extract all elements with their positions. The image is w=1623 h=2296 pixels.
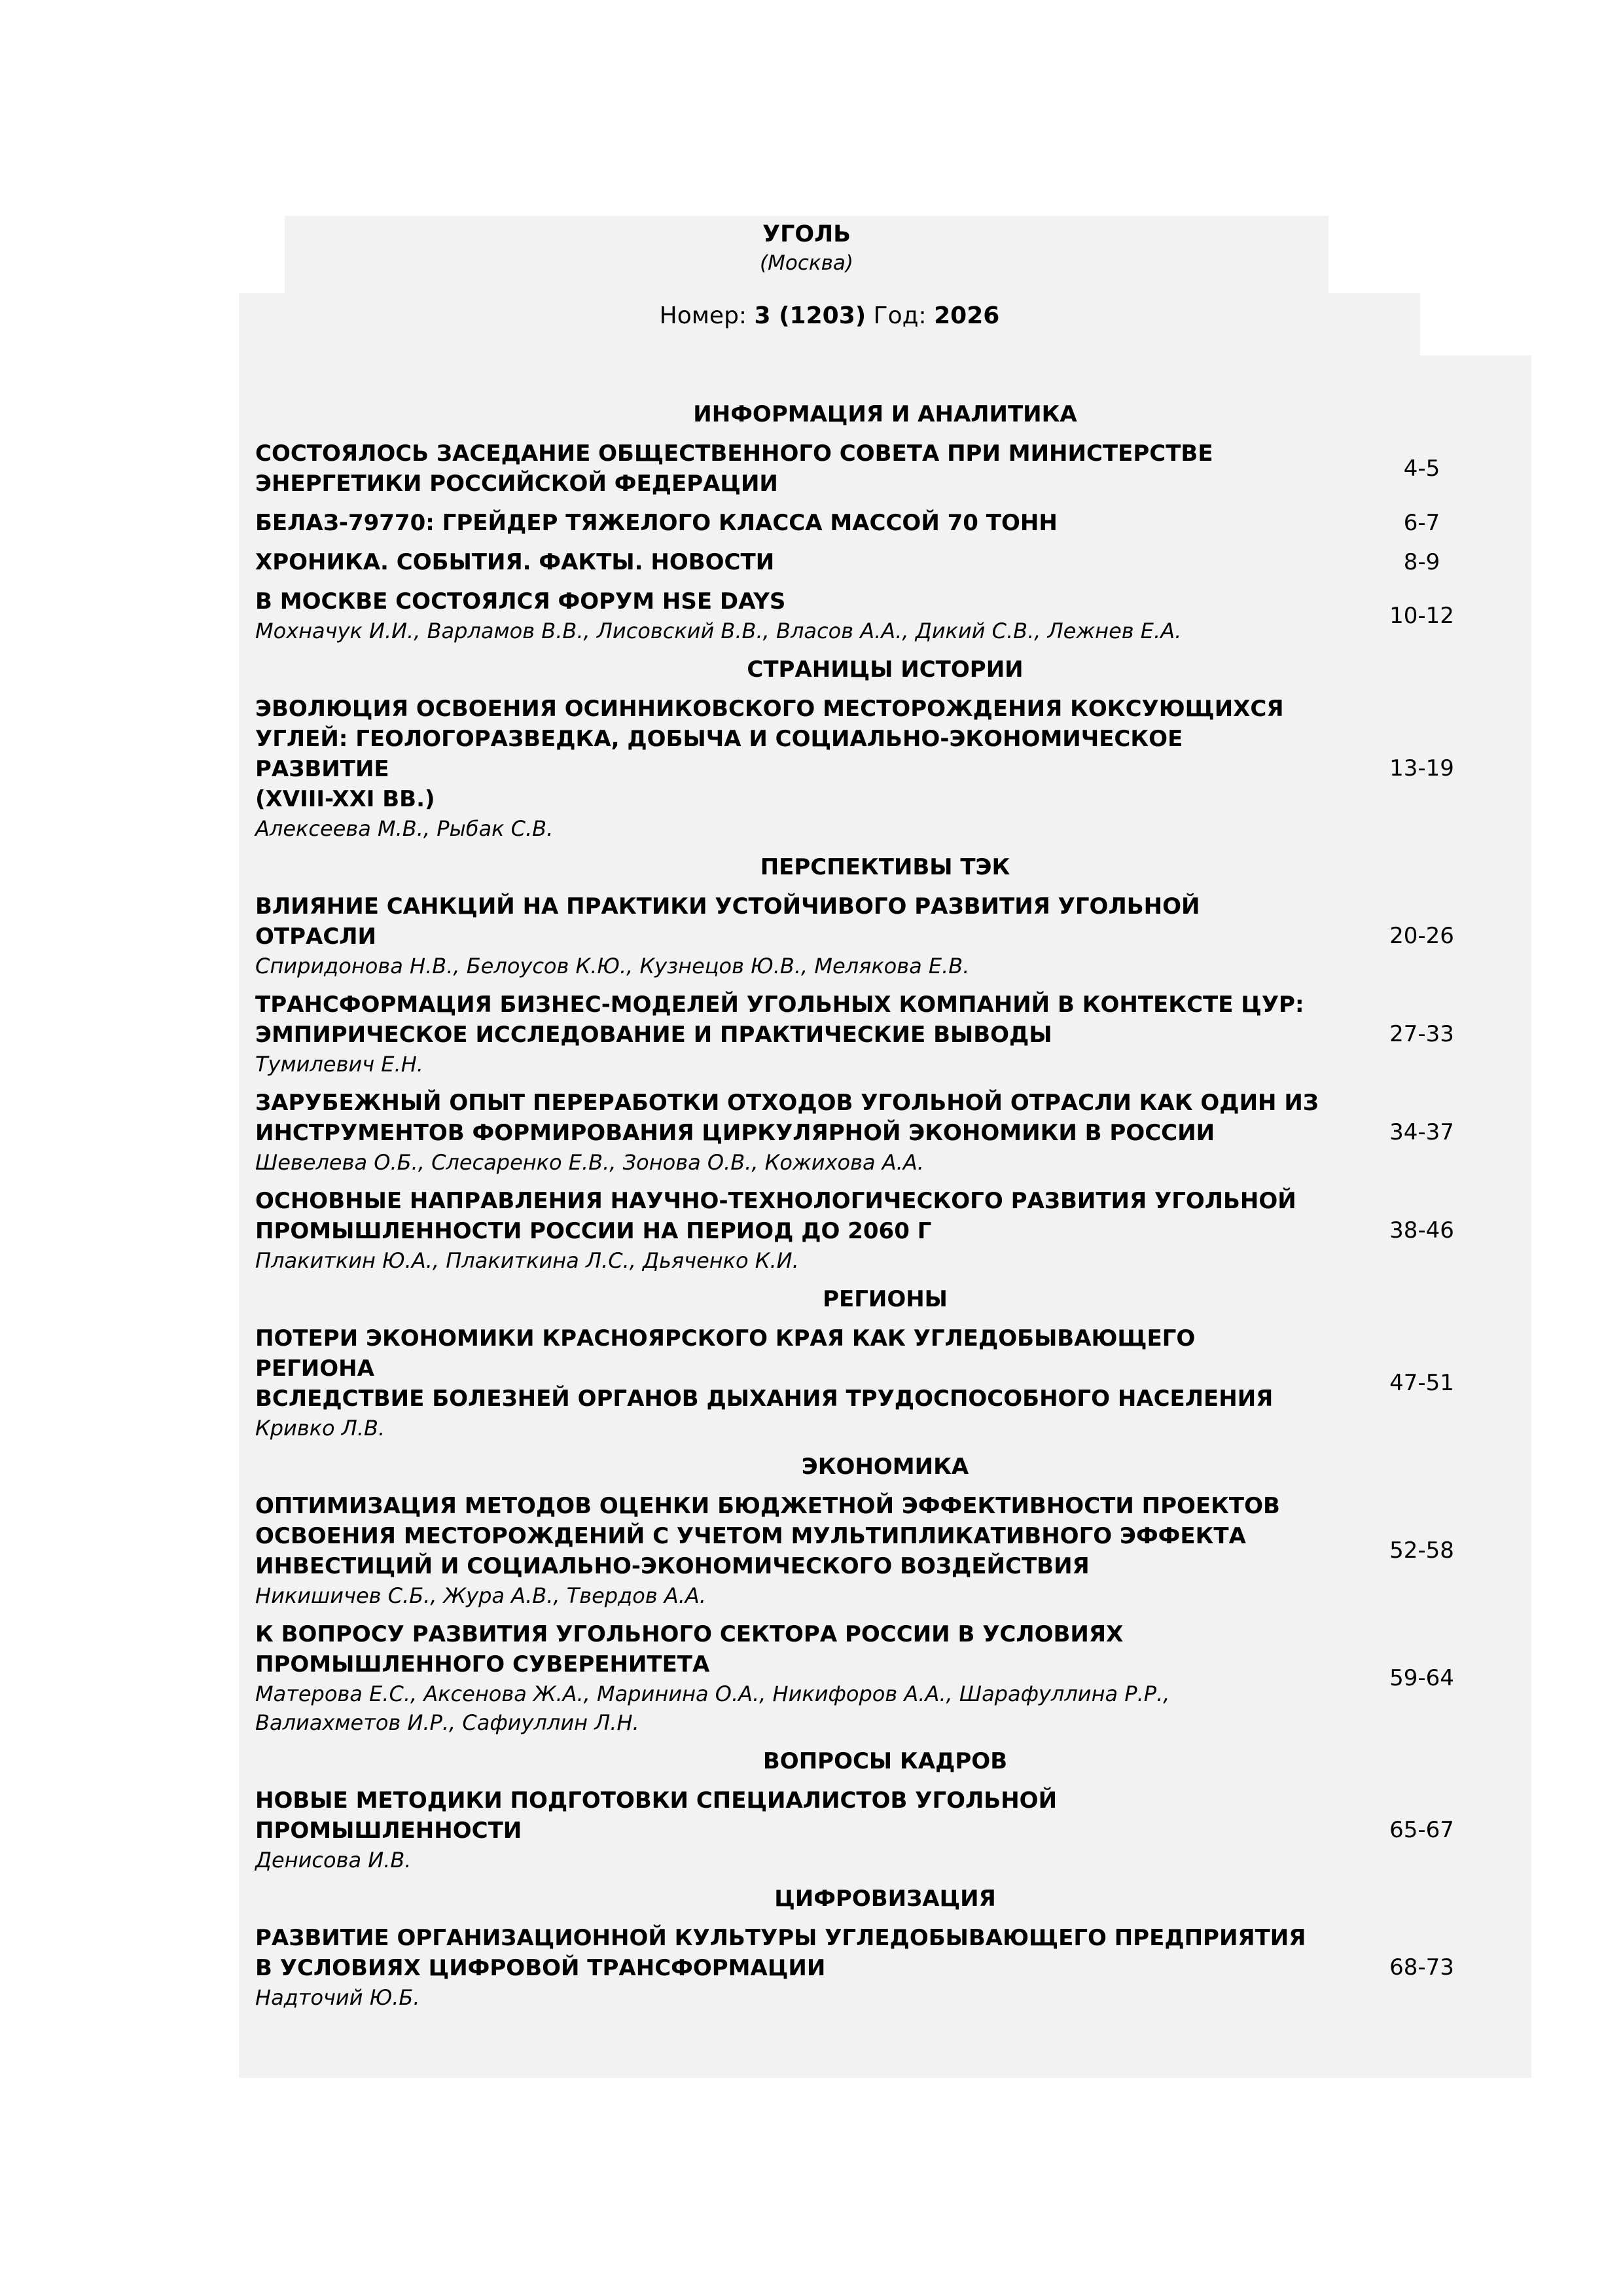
section-heading: ИНФОРМАЦИЯ И АНАЛИТИКА — [693, 401, 1077, 427]
section-heading: СТРАНИЦЫ ИСТОРИИ — [747, 656, 1024, 683]
article-pages: 27-33 — [1389, 1021, 1454, 1047]
article-authors: Надточий Ю.Б. — [255, 1985, 420, 2010]
article-pages: 8-9 — [1403, 549, 1440, 575]
article-authors: Алексеева М.В., Рыбак С.В. — [255, 816, 554, 841]
article-title[interactable]: ПОТЕРИ ЭКОНОМИКИ КРАСНОЯРСКОГО КРАЯ КАК УГЛЕДОБЫВАЮЩЕГО РЕГИОНА ВСЛЕДСТВИЕ БОЛЕЗНЕЙ ОРГАНОВ ДЫХАНИЯ ТРУДОСПОСОБНОГО НАСЕЛЕНИЯ — [255, 1325, 1274, 1412]
article-info — [255, 1323, 1322, 1443]
article-pages: 65-67 — [1389, 1817, 1454, 1843]
article-entry[interactable] — [255, 439, 1515, 499]
article-authors: Денисова И.В. — [255, 1848, 412, 1873]
journal-title: УГОЛЬ — [762, 221, 851, 247]
article-title[interactable]: К ВОПРОСУ РАЗВИТИЯ УГОЛЬНОГО СЕКТОРА РОССИИ В УСЛОВИЯХ ПРОМЫШЛЕННОГО СУВЕРЕНИТЕТА — [255, 1621, 1124, 1677]
article-authors: Кривко Л.В. — [255, 1416, 385, 1441]
article-info — [255, 1491, 1322, 1610]
article-title[interactable]: ХРОНИКА. СОБЫТИЯ. ФАКТЫ. НОВОСТИ — [255, 549, 775, 575]
article-entry[interactable] — [255, 891, 1515, 980]
article-title[interactable]: БЕЛАЗ-79770: ГРЕЙДЕР ТЯЖЕЛОГО КЛАССА МАССОЙ 70 ТОНН — [255, 510, 1058, 536]
article-entry[interactable] — [255, 547, 1515, 577]
article-info — [255, 508, 1322, 538]
article-entry[interactable] — [255, 1323, 1515, 1443]
article-title[interactable]: ВЛИЯНИЕ САНКЦИЙ НА ПРАКТИКИ УСТОЙЧИВОГО РАЗВИТИЯ УГОЛЬНОЙ ОТРАСЛИ — [255, 893, 1200, 950]
article-title[interactable]: ТРАНСФОРМАЦИЯ БИЗНЕС-МОДЕЛЕЙ УГОЛЬНЫХ КОМПАНИЙ В КОНТЕКСТЕ ЦУР: ЭМПИРИЧЕСКОЕ ИССЛЕДОВАНИЕ И ПРАКТИЧЕСКИЕ ВЫВОДЫ — [255, 992, 1304, 1048]
article-pages: 6-7 — [1403, 510, 1440, 536]
article-title[interactable]: РАЗВИТИЕ ОРГАНИЗАЦИОННОЙ КУЛЬТУРЫ УГЛЕДОБЫВАЮЩЕГО ПРЕДПРИЯТИЯ В УСЛОВИЯХ ЦИФРОВОЙ ТРАНСФОРМАЦИИ — [255, 1925, 1306, 1981]
article-pages: 47-51 — [1389, 1370, 1454, 1396]
article-authors: Плакиткин Ю.А., Плакиткина Л.С., Дьяченко К.И. — [255, 1248, 799, 1273]
issue-number: 3 (1203) — [754, 302, 866, 329]
article-authors: Мохначук И.И., Варламов В.В., Лисовский В.В., Власов А.А., Дикий С.В., Лежнев Е.А. — [255, 619, 1182, 643]
journal-city: (Москва) — [760, 251, 853, 275]
article-pages: 38-46 — [1389, 1217, 1454, 1244]
article-entry[interactable] — [255, 1923, 1515, 2012]
article-pages: 20-26 — [1389, 923, 1454, 949]
article-pages: 68-73 — [1389, 1954, 1454, 1981]
section-heading: ЦИФРОВИЗАЦИЯ — [774, 1886, 996, 1912]
article-entry[interactable] — [255, 1785, 1515, 1874]
section-heading: ПЕРСПЕКТИВЫ ТЭК — [760, 854, 1010, 880]
article-pages: 4-5 — [1403, 456, 1440, 482]
article-info — [255, 1785, 1322, 1874]
article-entry[interactable] — [255, 508, 1515, 538]
article-info — [255, 891, 1322, 980]
article-title[interactable]: ОПТИМИЗАЦИЯ МЕТОДОВ ОЦЕНКИ БЮДЖЕТНОЙ ЭФФЕКТИВНОСТИ ПРОЕКТОВ ОСВОЕНИЯ МЕСТОРОЖДЕНИЙ С УЧЕТОМ МУЛЬТИПЛИКАТИВНОГО ЭФФЕКТА ИНВЕСТИЦИЙ И СОЦИАЛЬНО-ЭКОНОМИЧЕСКОГО ВОЗДЕЙСТВИЯ — [255, 1493, 1280, 1579]
article-pages: 52-58 — [1389, 1537, 1454, 1564]
article-entry[interactable] — [255, 586, 1515, 645]
article-authors: Шевелева О.Б., Слесаренко Е.В., Зонова О.В., Кожихова А.А. — [255, 1150, 924, 1175]
article-entry[interactable] — [255, 1088, 1515, 1177]
year-value: 2026 — [934, 302, 1000, 329]
article-info — [255, 547, 1322, 577]
table-of-contents — [255, 396, 1515, 2021]
article-entry[interactable] — [255, 990, 1515, 1079]
article-info — [255, 1619, 1322, 1737]
article-authors: Матерова Е.С., Аксенова Ж.А., Маринина О.А., Никифоров А.А., Шарафуллина Р.Р., Валиахметов И.Р., Сафиуллин Л.Н. — [255, 1681, 1170, 1735]
article-entry[interactable] — [255, 694, 1515, 843]
issue-label: Номер: — [659, 302, 747, 329]
article-title[interactable]: В МОСКВЕ СОСТОЯЛСЯ ФОРУМ HSE DAYS — [255, 588, 786, 615]
section-heading: ВОПРОСЫ КАДРОВ — [762, 1748, 1008, 1774]
section-heading: ЭКОНОМИКА — [801, 1454, 969, 1480]
article-info — [255, 586, 1322, 645]
article-info — [255, 694, 1322, 843]
article-title[interactable]: ЭВОЛЮЦИЯ ОСВОЕНИЯ ОСИННИКОВСКОГО МЕСТОРОЖДЕНИЯ КОКСУЮЩИХСЯ УГЛЕЙ: ГЕОЛОГОРАЗВЕДКА, ДОБЫЧА И СОЦИАЛЬНО-ЭКОНОМИЧЕСКОЕ РАЗВИТИЕ (XVIII-XXI ВВ.) — [255, 696, 1284, 812]
article-pages: 59-64 — [1389, 1665, 1454, 1691]
article-pages: 13-19 — [1389, 755, 1454, 781]
article-authors: Никишичев С.Б., Жура А.В., Твердов А.А. — [255, 1583, 706, 1608]
article-title[interactable]: НОВЫЕ МЕТОДИКИ ПОДГОТОВКИ СПЕЦИАЛИСТОВ УГОЛЬНОЙ ПРОМЫШЛЕННОСТИ — [255, 1787, 1058, 1844]
article-entry[interactable] — [255, 1619, 1515, 1737]
article-entry[interactable] — [255, 1186, 1515, 1275]
article-info — [255, 1923, 1322, 2012]
article-title[interactable]: ЗАРУБЕЖНЫЙ ОПЫТ ПЕРЕРАБОТКИ ОТХОДОВ УГОЛЬНОЙ ОТРАСЛИ КАК ОДИН ИЗ ИНСТРУМЕНТОВ ФОРМИРОВАНИЯ ЦИРКУЛЯРНОЙ ЭКОНОМИКИ В РОССИИ — [255, 1090, 1319, 1146]
issue-info — [239, 300, 1420, 332]
article-info — [255, 990, 1322, 1079]
article-title[interactable]: СОСТОЯЛОСЬ ЗАСЕДАНИЕ ОБЩЕСТВЕННОГО СОВЕТА ПРИ МИНИСТЕРСТВЕ ЭНЕРГЕТИКИ РОССИЙСКОЙ ФЕДЕРАЦИИ — [255, 440, 1213, 497]
article-info — [255, 439, 1322, 499]
section-heading: РЕГИОНЫ — [823, 1286, 948, 1312]
article-info — [255, 1186, 1322, 1275]
article-title[interactable]: ОСНОВНЫЕ НАПРАВЛЕНИЯ НАУЧНО-ТЕХНОЛОГИЧЕСКОГО РАЗВИТИЯ УГОЛЬНОЙ ПРОМЫШЛЕННОСТИ РОССИИ НА ПЕРИОД ДО 2060 Г — [255, 1188, 1296, 1244]
year-label: Год: — [873, 302, 927, 329]
article-authors: Спиридонова Н.В., Белоусов К.Ю., Кузнецов Ю.В., Мелякова Е.В. — [255, 954, 970, 978]
article-pages: 34-37 — [1389, 1119, 1454, 1145]
article-entry[interactable] — [255, 1491, 1515, 1610]
article-pages: 10-12 — [1389, 603, 1454, 629]
article-authors: Тумилевич Е.Н. — [255, 1052, 423, 1077]
article-info — [255, 1088, 1322, 1177]
